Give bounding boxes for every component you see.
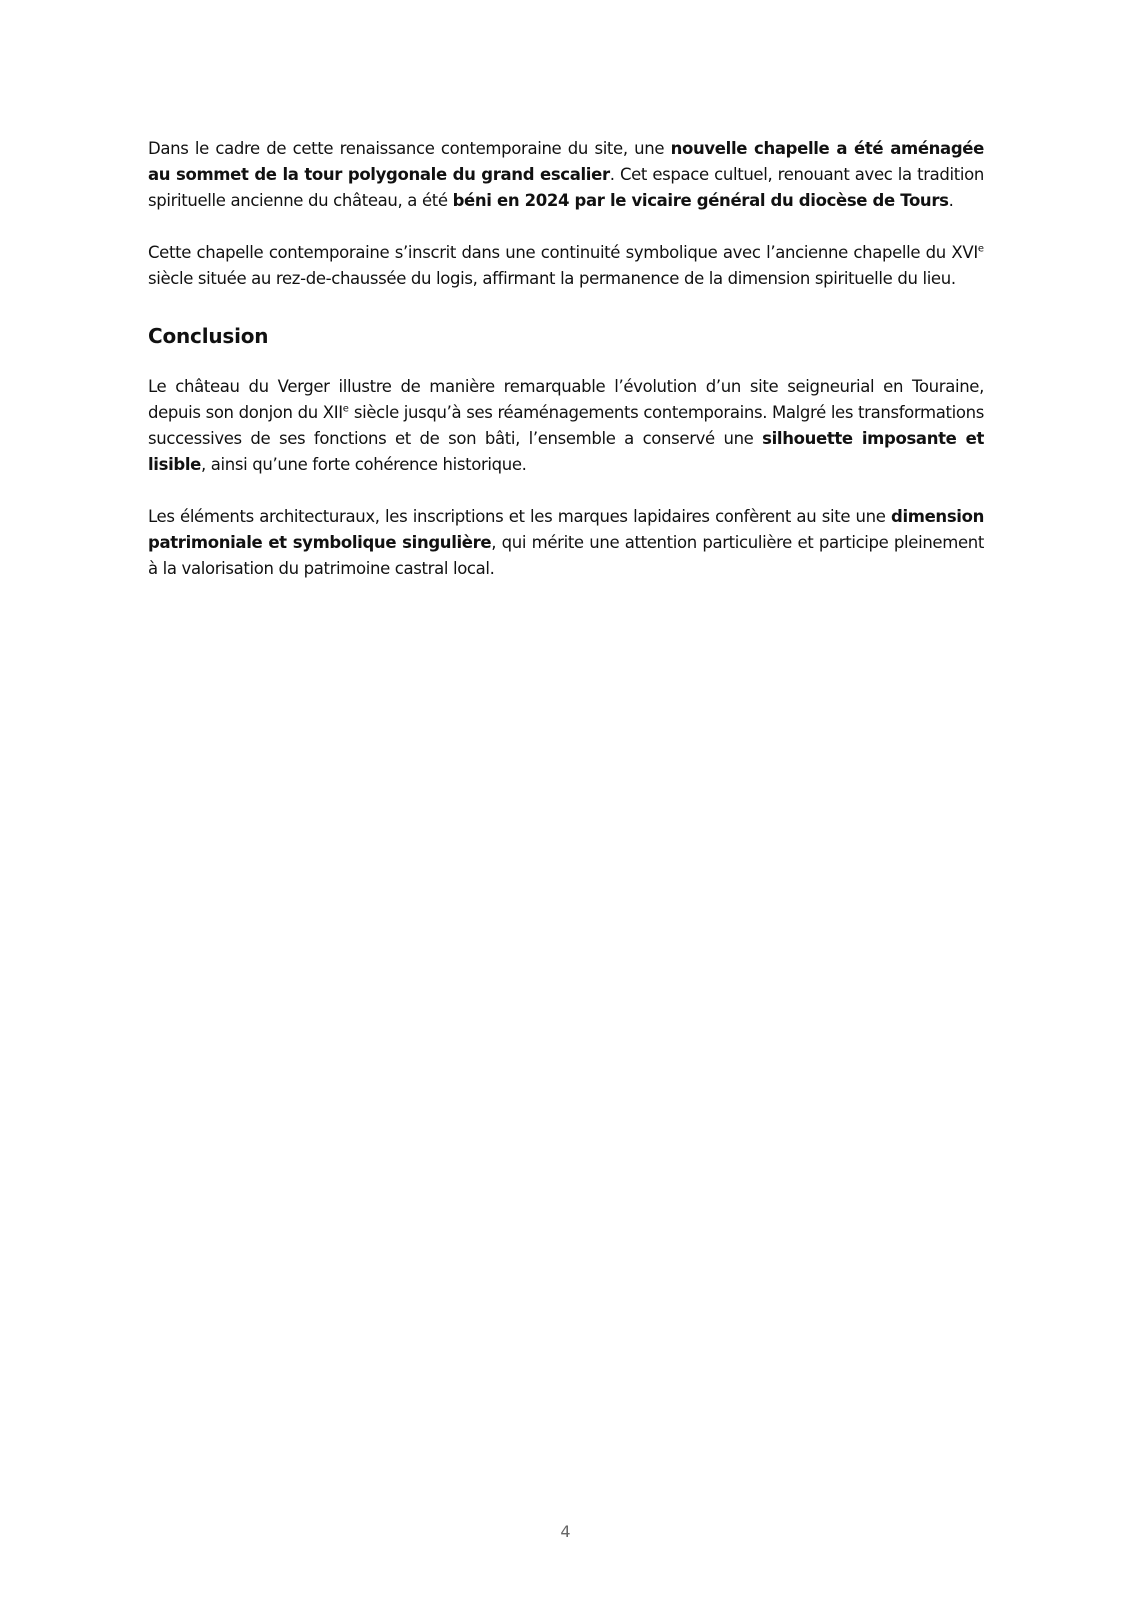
page-number: 4 <box>560 1522 571 1541</box>
paragraph-new-chapel <box>148 136 984 214</box>
page-content <box>148 136 984 582</box>
text-run: Les éléments architecturaux, les inscriptions et les marques lapidaires confèrent au site une <box>148 507 891 526</box>
paragraph-conclusion-heritage <box>148 504 984 582</box>
text-run: . Cet espace cultuel, renouant avec la tradition spirituelle ancienne du château, a été <box>148 165 984 210</box>
text-run: Le château du Verger illustre de manière remarquable l’évolution d’un site seigneurial en Touraine, depuis son donjon du XII <box>148 377 984 422</box>
bold-run: silhouette imposante et lisible <box>148 429 984 474</box>
text-run: Cette chapelle contemporaine s’inscrit dans une continuité symbolique avec l’ancienne chapelle du XVI <box>148 243 978 262</box>
paragraph-chapel-continuity <box>148 240 984 292</box>
text-run: siècle jusqu’à ses réaménagements contemporains. Malgré les transformations successives de ses fonctions et de son bâti, l’ensemble a conservé une <box>148 403 984 448</box>
section-heading-conclusion: Conclusion <box>148 324 269 348</box>
text-run: siècle située au rez-de-chaussée du logis, affirmant la permanence de la dimension spirituelle du lieu. <box>148 269 956 288</box>
superscript: e <box>977 243 984 255</box>
bold-run: dimension patrimoniale et symbolique singulière <box>148 507 984 552</box>
bold-run: nouvelle chapelle a été aménagée au sommet de la tour polygonale du grand escalier <box>148 139 984 184</box>
text-run: Dans le cadre de cette renaissance contemporaine du site, une <box>148 139 671 158</box>
paragraph-conclusion-evolution <box>148 374 984 478</box>
text-run: , ainsi qu’une forte cohérence historique. <box>201 455 527 474</box>
superscript: e <box>342 403 349 415</box>
text-run: , qui mérite une attention particulière et participe pleinement à la valorisation du patrimoine castral local. <box>148 533 984 578</box>
bold-run: béni en 2024 par le vicaire général du diocèse de Tours <box>452 191 949 210</box>
text-run: . <box>948 191 954 210</box>
